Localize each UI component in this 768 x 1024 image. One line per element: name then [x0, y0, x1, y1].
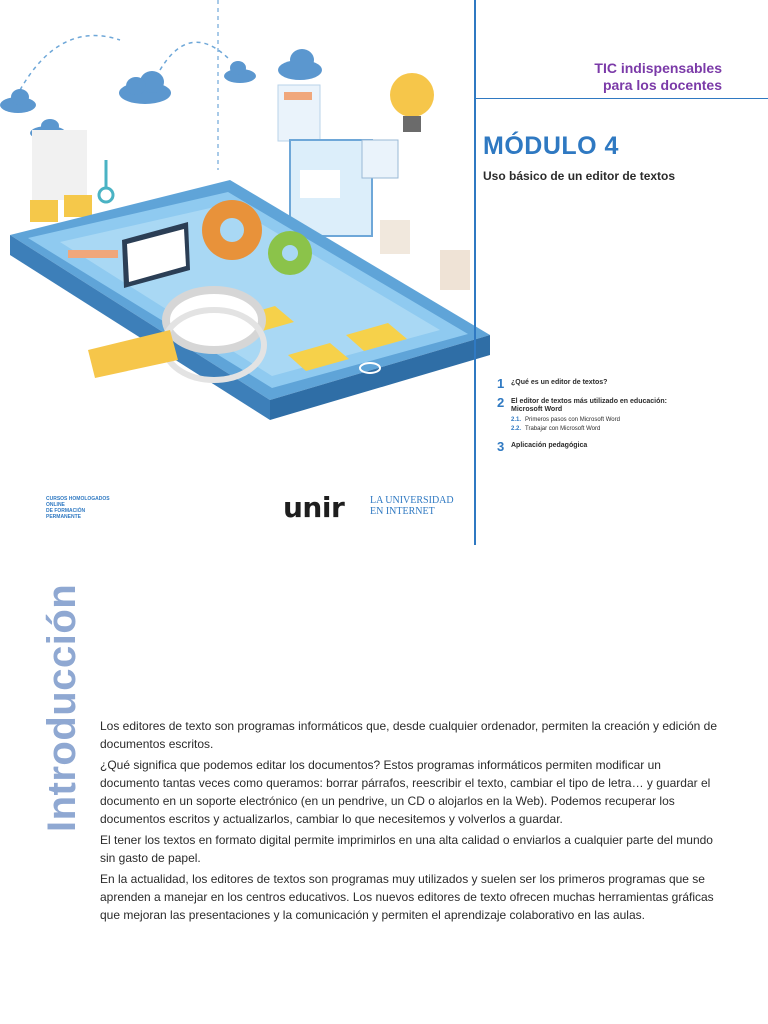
toc-title: Aplicación pedagógica — [511, 442, 588, 449]
vertical-divider — [474, 0, 476, 545]
toc-title-line-1: El editor de textos más utilizado en educación: — [511, 398, 667, 405]
courses-line: PERMANENTE — [46, 514, 82, 520]
paragraph: Los editores de texto son programas informáticos que, desde cualquier ordenador, permiten la creación y edición de documentos escritos. — [100, 719, 718, 751]
horizontal-divider — [476, 98, 768, 99]
course-series-title — [594, 60, 722, 94]
toc-title — [511, 396, 667, 414]
introduction-body — [100, 717, 722, 927]
introduction-heading: Introducción — [40, 583, 84, 832]
module-title: MÓDULO 4 — [483, 132, 619, 160]
toc-subtitle: Trabajar con Microsoft Word — [525, 426, 601, 432]
courses-line: CURSOS HOMOLOGADOS — [46, 496, 110, 502]
courses-line: ONLINE — [46, 502, 65, 508]
tagline-line-1: LA UNIVERSIDAD — [370, 495, 454, 506]
courses-line: DE FORMACIÓN — [46, 508, 86, 514]
tablet-illustration — [0, 0, 490, 480]
toc-subitem — [511, 416, 737, 425]
toc-number: 1 — [497, 376, 505, 391]
toc-number: 3 — [497, 439, 505, 454]
unir-logo: unir — [283, 491, 345, 524]
toc-number: 2 — [497, 395, 505, 410]
unir-tagline — [370, 495, 454, 517]
tagline-line-2: EN INTERNET — [370, 506, 435, 517]
paragraph: El tener los textos en formato digital permite imprimirlos en una alta calidad o enviarlos a cualquier parte del mundo sin gasto de papel. — [100, 833, 713, 865]
toc-subnumber: 2.1. — [511, 417, 522, 423]
module-subtitle: Uso básico de un editor de textos — [483, 169, 676, 183]
table-of-contents — [497, 377, 737, 459]
series-line-1: TIC indispensables — [594, 60, 722, 76]
toc-title-line-2: Microsoft Word — [511, 406, 563, 413]
courses-label — [46, 496, 110, 520]
toc-item — [497, 440, 737, 453]
toc-subnumber: 2.2. — [511, 426, 522, 432]
paragraph: ¿Qué significa que podemos editar los documentos? Estos programas informáticos permiten modificar un documento tantas veces como queramos: borrar párrafos, reescribir el texto, cambiar el tipo de letra… y guardar el documento en un soporte electrónico (en un pendrive, un CD o alojarlos en la Web). Podemos recuperar los documentos escritos y actualizarlos, cambiar lo que necesitemos y volverlos a guardar. — [100, 758, 711, 826]
toc-subitem — [511, 425, 737, 434]
toc-title: ¿Qué es un editor de textos? — [511, 379, 608, 386]
toc-item — [497, 377, 737, 390]
toc-subtitle: Primeros pasos con Microsoft Word — [525, 417, 620, 423]
paragraph: En la actualidad, los editores de textos son programas muy utilizados y suelen ser los primeros programas que se aprenden a manejar en los centros educativos. Los nuevos editores de texto ofrecen muchas herramientas gráficas que mejoran las presentaciones y la comunicación y permiten el aprendizaje colaborativo en las aulas. — [100, 872, 714, 922]
toc-item — [497, 396, 737, 434]
series-line-2: para los docentes — [602, 77, 722, 93]
